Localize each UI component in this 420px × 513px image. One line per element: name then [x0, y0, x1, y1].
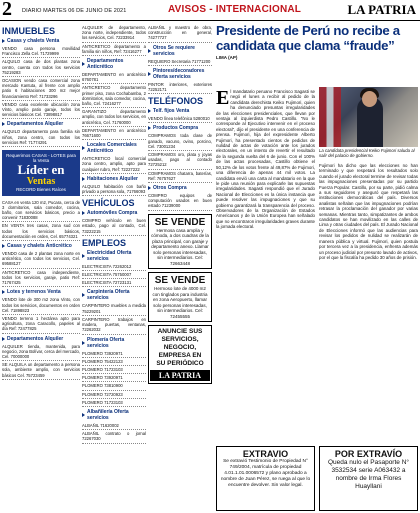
ad-list — [82, 155, 146, 174]
ad-list — [82, 263, 146, 288]
classified-ad: VENDO lote de 300 m2 zona Vinto, con todos los servicios, documentos en orden Cel. 71898823 — [2, 296, 80, 315]
ad-list — [82, 217, 146, 236]
article-headline: Presidente de Perú no recibe a candidata que clama “fraude” — [216, 23, 400, 53]
classified-ad: COMPRO vehículo en buen estado, pago al contado, Cel. 73222215 — [82, 217, 146, 236]
lost-document-notice — [216, 446, 315, 511]
subsection-heading: Departamentos Alquiler — [2, 336, 80, 342]
subsection-heading: Otros Compra — [148, 185, 212, 191]
lost-passport-notice — [319, 446, 418, 511]
classified-ad: COMPRO equipos de computación usados en buen estado 71239000 — [148, 192, 212, 211]
triangle-icon — [82, 62, 85, 66]
ad-list — [2, 128, 80, 147]
category-heading: TELÉFONOS — [148, 96, 204, 107]
real-estate-promo — [2, 150, 80, 196]
for-sale-box-house — [148, 214, 212, 270]
subsection-heading: Carpintería Oferta servicios — [82, 289, 146, 301]
classified-ad: COMPRAMOS oro, plata y joyas usadas, pago al contado 72725212 — [148, 151, 212, 170]
flag-shape — [319, 87, 341, 147]
classified-ad: ALBAÑIL y maestro de obra, construcción en general, 74277727 — [148, 24, 212, 43]
ad-list — [148, 24, 212, 43]
section-title: AVISOS - INTERNACIONAL — [168, 4, 302, 15]
classified-ad: VENDO casa excelente ubicación zona Vinto, amplio patio garaje, todos los servicios básicos Cel. 73898817 — [2, 101, 80, 120]
advertise-brand: LA PATRIA — [150, 370, 210, 381]
ad-list — [82, 183, 146, 196]
subsection-heading: Lotes y terrenos Venta — [2, 289, 80, 295]
subsection-heading: Locales Comerciales Anticrético — [82, 142, 146, 154]
article-text: Fujimori ha dicho que las elecciones no han terminado y que respetará los resultados solo cuando el jurado electoral termine de revisar todas las impugnaciones presentadas por su partido Fuerza Popular. Castillo, por su parte, pidió calma a sus seguidores y aseguró que respetará las instituciones democráticas del país. Diversos analistas señalan que las impugnaciones podrían retrasar la proclamación del ganador por varias semanas. Mientras tanto, simpatizantes de ambos candidatos se han movilizado en las calles de Lima y otras ciudades del país. El Jurado Nacional de Elecciones informó que las audiencias para revisar los pedidos de nulidad se realizarán de manera pública y virtual. Fujimori, quien postula por tercera vez a la presidencia, enfrenta además un proceso judicial por presunto lavado de activos, por el que la fiscalía ha pedido 30 años de prisión. — [319, 163, 418, 260]
photo-caption: La candidata presidencial Keiko Fujimori saluda al salir del palacio de gobierno. — [319, 148, 415, 158]
classified-ad: PLOMERO 75422123 — [82, 358, 146, 366]
category-heading: EMPLEOS — [82, 237, 127, 248]
triangle-icon — [148, 72, 151, 76]
classified-ad: OCASION vendo casa comercial zona mercado Kantuta, al frente con amplio patio 6 habitaciones 300 m2 mejor financiamiento Ref: 71733296 — [2, 77, 80, 101]
for-sale-body: Hermosa casa amplia y cómoda, a dos cuadras de la plaza principal, con garaje y departamento anexo. Llamar solo personas interesadas, sin intermediarios. Cel: 72663448 — [151, 227, 209, 266]
article-column-1 — [216, 89, 315, 444]
advertise-line: SU PERIÓDICO — [156, 360, 204, 368]
advertise-lines — [150, 328, 210, 368]
ad-list — [148, 115, 212, 123]
classified-ad: ALQUILO habitación con baño privado a persona sola, 71766093 — [82, 183, 146, 196]
advertise-box — [148, 325, 212, 384]
subsection-heading: Telf. fijos Venta — [148, 108, 212, 114]
triangle-icon — [148, 126, 151, 130]
classified-ad: ANTICRETICO casa independiente, todos los servicios, garaje, patio Ref: 71767425 — [2, 269, 80, 288]
classified-ad: PLOMERO 73920971 — [82, 374, 146, 382]
subsection-heading: Productos Compra — [148, 125, 212, 131]
subsection-heading: Casas y chalets Venta — [2, 38, 80, 44]
subsection-heading: Casas y chalets Anticrético — [2, 243, 80, 249]
advertise-line: SERVICIOS, — [161, 336, 199, 344]
for-sale-box-lot — [148, 272, 212, 322]
classified-ad: PLOMERO 73920971 — [82, 350, 146, 358]
subsection-heading: Automóviles Compra — [82, 210, 146, 216]
classified-ad: ELECTRICISTA 72723131 — [82, 279, 146, 287]
triangle-icon — [148, 109, 151, 113]
classified-ad: PINTOR interiores, exteriores 72252171 — [148, 81, 212, 94]
category-heading: INMUEBLES — [2, 26, 56, 36]
drop-cap: E — [216, 89, 230, 109]
triangle-icon — [2, 244, 5, 248]
classified-ad: PLOMERO 73810900 — [82, 382, 146, 390]
classifieds-column-3 — [148, 24, 212, 510]
newspaper-logo: LA PATRIA — [347, 2, 416, 17]
subsection-heading: Electricidad Oferta servicios — [82, 250, 146, 262]
article-text: l mandatario peruano Francisco Sagasti se negó el lunes a recibir al pedido de la candidata derechista Keiko Fujimori, quien ha denunciado presuntas irregularidades de las elecciones presidenciales, que llevan por ventaja al izquierdista Pedro Castillo. “No le corresponde al Ejecutivo intervenir en el proceso electoral”, dijo el presidente en una conferencia de prensa. Fujimori, hija del expresidente Alberto Fujimori, ha presentado cientos de pedidos de nulidad de actas de votación ante los jurados electorales, en un intento de revertir el resultado de la segunda vuelta del 6 de junio. Con el 100% de las actas procesadas, Castillo obtiene el 50,12% de los votos frente al 49,87% de Fujimori, una diferencia de apenas 44 mil votos. La candidata envió una carta al mandatario en la que le pide una reunión para explicarle las supuestas irregularidades. Sagasti respondió que el Jurado Nacional de Elecciones es la única instancia que puede resolver las impugnaciones y que su gobierno garantizará la transparencia del proceso. Observadores de la Organización de Estados Americanos y de la Unión Europea han señalado que no encontraron irregularidades graves durante la jornada electoral. — [216, 89, 315, 230]
promo-title-2: Ventas — [26, 176, 56, 188]
subsection-heading: Departamentos Anticrético — [82, 58, 146, 70]
for-sale-title: SE VENDE — [154, 216, 206, 228]
page-number: 2 — [2, 0, 12, 20]
triangle-icon — [82, 254, 85, 258]
notice-title: EXTRAVIO — [242, 449, 289, 459]
classified-ad: REQUIERO Secretaria 71771200 — [148, 58, 212, 66]
ad-list — [82, 24, 146, 56]
ad-list — [82, 422, 146, 444]
classified-ad: ANTICRETICO departamento a familia sin niños, Ref: 72416277 — [82, 43, 146, 56]
classified-ad: CARPINTERO muebles a medida 75229201 — [82, 302, 146, 315]
triangle-icon — [2, 290, 5, 294]
ad-list — [2, 296, 80, 333]
classified-ad: VENDO casa de 2 plantas zona norte en anticrético, con todos los servicios, Cel. 69588127 — [2, 250, 80, 269]
classified-ad: GARANTIZO departamento amplio, con todos los servicios, en anticrético, Cel. 71760000 — [82, 108, 146, 127]
article-byline: LIMA (AP) — [216, 55, 238, 60]
classified-ad: PLOMERO 71723103 — [82, 399, 146, 407]
triangle-icon — [82, 211, 85, 215]
ad-list — [82, 350, 146, 407]
triangle-icon — [82, 341, 85, 345]
classified-ad: EN VENTA tres casas, zona sud con todos los servicios básicos, documentación en orden, Cel. 65774321 — [2, 222, 80, 241]
classified-ad: ALQUILER de departamento, zona norte, independiente, todos los servicios, Cel. 72233914 — [82, 24, 146, 43]
for-sale-body: Hermoso lote de 4000 m2 con tinglados para industria en zona Aeropuerto, llamar solo personas interesadas, sin intermediarios. Cel: 72455555 — [152, 286, 208, 319]
classified-ad: ALQUILER tienda, mantenida, para negocio, zona Bolívar, cerca del mercado, Cel. 70000000 — [2, 343, 80, 362]
promo-tagline: Requerimos CASAS - LOTES para la Venta — [6, 153, 76, 164]
classified-ad: VENDO casa persona movilidad Francisco Zella Cel. 71729999 — [2, 45, 80, 58]
classified-ad: DEPARTAMENTO en anticrético 6760781 — [82, 71, 146, 84]
subsection-heading: Albañilería Oferta servicios — [82, 409, 146, 421]
classified-ad: ELECTRICISTA 72262012 — [82, 263, 146, 271]
subsection-heading: Otros Se requiere servicios — [148, 45, 212, 57]
ad-list — [82, 71, 146, 140]
article-column-2 — [319, 163, 418, 445]
triangle-icon — [2, 39, 5, 43]
subsection-heading: Departamentos Alquiler — [2, 121, 80, 127]
notice-body: Queda nulo el Pasaporte N° 3532534 serie A063432 a nombre de Irma Flores Huayllani — [327, 459, 409, 490]
classified-ad: ALBAÑIL contrato o jornal 72267030 — [82, 430, 146, 443]
subsection-heading: Plomería Oferta servicios — [82, 337, 146, 349]
person-head-shape — [362, 91, 377, 107]
classified-ad: VENDO terreno 1 hectárea apto para agricultura, zona Caracollo, papeles al día Ref: 72477825 — [2, 315, 80, 334]
classified-ad: SE ALQUILA un departamento a persona sola, ambiente amplio, con servicios básicos Cel. 75723459 — [2, 361, 80, 380]
ad-list — [148, 132, 212, 183]
triangle-icon — [82, 413, 85, 417]
subsection-heading: Pintores/decoradores Oferta servicios — [148, 68, 212, 80]
page-header — [0, 0, 420, 21]
triangle-icon — [148, 49, 151, 53]
classified-ad: PLOMERO 71723103 — [82, 366, 146, 374]
classified-ad: ANTICRETICO departamento primer piso, zona Cochabamba, 2 dormitorios, sala comedor, cocina, baño, Cel. 72416277 — [82, 84, 146, 108]
notice-body: Se extravió Testimonio de Propiedad N° 749/2004, matrícula de propiedad 4.01.1.01.0006572 y plano aprobado a nombre de Juan Pérez, se ruega al que lo encuentre devolver. Sin valor legal. — [220, 459, 311, 488]
triangle-icon — [82, 146, 85, 150]
triangle-icon — [148, 186, 151, 190]
ad-list — [2, 250, 80, 287]
triangle-icon — [82, 177, 85, 181]
classified-ad: ELECTRICISTA 75750007 — [82, 271, 146, 279]
classified-ad: VENDO línea telefónica 5280010 — [148, 115, 212, 123]
classified-ad: ALBAÑIL 71620002 — [82, 422, 146, 430]
classifieds-column-2 — [82, 24, 146, 510]
triangle-icon — [2, 122, 5, 126]
classified-ad: ALQUILO departamento para familia sin niños, zona centro, con todos los servicios Ref: 71774291 — [2, 128, 80, 147]
notice-title: POR EXTRAVÍO — [334, 449, 403, 459]
classified-ad: COMPRAMOS chatarra, baterías, Ref: 76757627 — [148, 170, 212, 183]
classified-ad: CARPINTERO trabajos en madera, puertas, ventanas, 72262032 — [82, 316, 146, 335]
ad-list — [2, 343, 80, 380]
triangle-icon — [2, 337, 5, 341]
news-article — [216, 23, 418, 511]
triangle-icon — [82, 293, 85, 297]
advertise-line: EMPRESA EN — [158, 352, 202, 360]
classified-ad: DEPARTAMENTO en anticrético 76671600 — [82, 127, 146, 140]
advertise-line: NEGOCIO, — [163, 344, 197, 352]
advertise-line: ANUNCIE SUS — [157, 328, 203, 336]
issue-date: DIARIO MARTES 06 DE JUNIO DE 2021 — [22, 8, 127, 14]
ad-list — [148, 81, 212, 94]
ad-list — [2, 45, 80, 119]
classified-ad: PLOMERO 72720923 — [82, 391, 146, 399]
classified-ad: ANTICRETICO local comercial zona centro, amplio, apto para cualquier rubro, Ref: 72227222 — [82, 155, 146, 174]
category-heading: VEHÍCULOS — [82, 198, 135, 209]
classified-ad: ALQUILO casa de dos plantas zona centro, cuenta con todos los servicios 75219283 — [2, 58, 80, 77]
ad-list — [148, 58, 212, 66]
promo-title: Líder en — [17, 162, 65, 178]
classifieds-column-1 — [2, 24, 80, 510]
ad-list — [148, 192, 212, 211]
classified-ad: CASA en venta 120 m2, Pucara, cerca de 3 dormitorios, sala comedor, cocina, baño, con servicios básicos, precio a convenir 71830088 — [2, 199, 80, 223]
for-sale-title: SE VENDE — [154, 275, 206, 287]
ad-list — [82, 302, 146, 334]
promo-brand: RECORD Bienes Raíces — [16, 187, 66, 193]
classified-ad: COMPRAMOS toda clase de ganado, vacuno, ovino, porcino, Cel. 73001234 — [148, 132, 212, 151]
subsection-heading: Habitaciones Alquiler — [82, 176, 146, 182]
article-photo — [319, 87, 418, 147]
ad-list — [2, 199, 80, 241]
